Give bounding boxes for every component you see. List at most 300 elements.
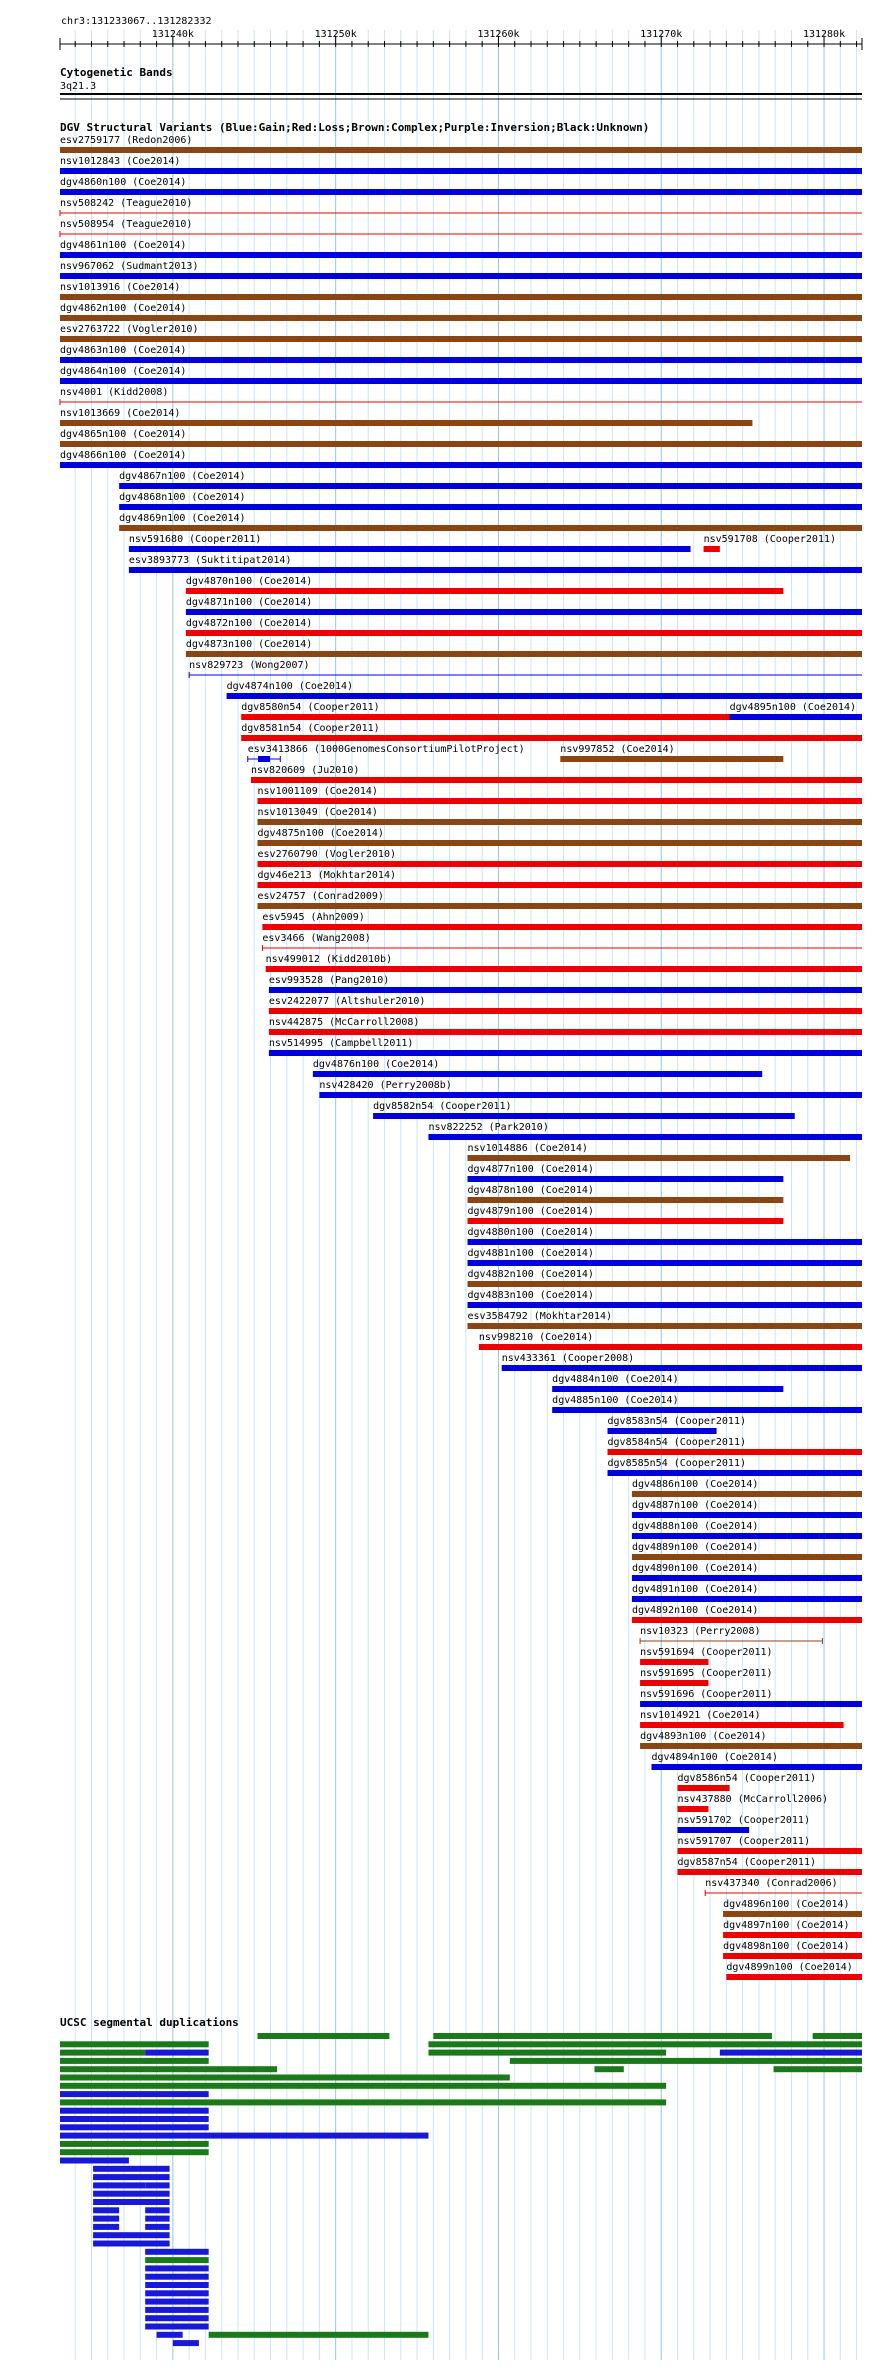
dgv-feature[interactable] xyxy=(60,261,862,279)
dgv-feature[interactable] xyxy=(705,1878,862,1896)
dgv-feature-label: dgv8587n54 (Cooper2011) xyxy=(677,1857,817,1868)
dgv-feature[interactable] xyxy=(726,1962,862,1980)
dgv-feature[interactable] xyxy=(60,177,862,195)
dgv-feature-bar xyxy=(186,609,862,615)
dgv-feature-label: nsv4001 (Kidd2008) xyxy=(60,387,169,398)
dgv-feature-label: nsv499012 (Kidd2010b) xyxy=(265,954,393,965)
dgv-feature-label: nsv1013916 (Coe2014) xyxy=(60,282,181,293)
segdup-feature[interactable] xyxy=(93,2216,119,2222)
dgv-feature[interactable] xyxy=(560,744,783,762)
dgv-feature[interactable] xyxy=(119,513,862,531)
dgv-feature[interactable] xyxy=(632,1563,862,1581)
segdup-feature[interactable] xyxy=(60,2066,277,2072)
segdup-feature[interactable] xyxy=(93,2241,170,2247)
dgv-feature-bar xyxy=(678,1869,862,1875)
segdup-feature[interactable] xyxy=(428,2050,666,2056)
dgv-feature[interactable] xyxy=(632,1542,862,1560)
dgv-feature-bar xyxy=(269,1029,862,1035)
ruler-tick-label: 131270k xyxy=(640,29,683,40)
segdup-feature[interactable] xyxy=(145,2290,208,2296)
dgv-feature-label: dgv4866n100 (Coe2014) xyxy=(60,450,187,461)
dgv-feature-bar xyxy=(468,1260,862,1266)
dgv-feature[interactable] xyxy=(468,1227,862,1245)
ruler xyxy=(60,16,862,50)
dgv-feature-label: dgv4881n100 (Coe2014) xyxy=(467,1248,594,1259)
segdup-feature[interactable] xyxy=(813,2033,862,2039)
dgv-feature[interactable] xyxy=(269,1038,862,1056)
dgv-feature-bar xyxy=(60,378,862,384)
dgv-feature[interactable] xyxy=(632,1605,862,1623)
dgv-feature-label: dgv4883n100 (Coe2014) xyxy=(467,1290,594,1301)
dgv-feature[interactable] xyxy=(186,639,862,657)
dgv-feature[interactable] xyxy=(640,1689,862,1707)
dgv-feature-bar xyxy=(651,1764,862,1770)
segdup-feature[interactable] xyxy=(720,2050,862,2056)
dgv-feature[interactable] xyxy=(640,1626,822,1644)
dgv-track-title: DGV Structural Variants (Blue:Gain;Red:Loss;Brown:Complex;Purple:Inversion;Black:Unknown) xyxy=(60,121,650,134)
dgv-feature-bar xyxy=(632,1554,862,1560)
dgv-feature-bar xyxy=(313,1071,762,1077)
segdup-feature[interactable] xyxy=(145,2274,208,2280)
segdup-feature[interactable] xyxy=(60,2149,209,2155)
dgv-feature[interactable] xyxy=(678,1773,816,1791)
dgv-feature[interactable] xyxy=(640,1647,772,1665)
dgv-feature-bar xyxy=(678,1827,750,1833)
dgv-feature-label: dgv46e213 (Mokhtar2014) xyxy=(257,870,397,881)
dgv-feature[interactable] xyxy=(262,933,862,951)
dgv-feature-label: dgv4882n100 (Coe2014) xyxy=(467,1269,594,1280)
dgv-feature[interactable] xyxy=(552,1395,862,1413)
dgv-feature-bar xyxy=(678,1785,730,1791)
dgv-feature-label: esv993528 (Pang2010) xyxy=(268,975,390,986)
dgv-feature[interactable] xyxy=(468,1164,784,1182)
dgv-feature-bar xyxy=(723,1953,862,1959)
dgv-feature[interactable] xyxy=(129,555,862,573)
dgv-feature-bar xyxy=(468,1197,784,1203)
dgv-feature-bar xyxy=(468,1155,851,1161)
dgv-feature-label: nsv591708 (Cooper2011) xyxy=(703,534,837,545)
dgv-feature[interactable] xyxy=(251,765,862,783)
dgv-feature-bar xyxy=(186,588,783,594)
segdup-feature[interactable] xyxy=(433,2033,772,2039)
segdup-feature[interactable] xyxy=(594,2066,623,2072)
dgv-feature-label: dgv4898n100 (Coe2014) xyxy=(723,1941,850,1952)
dgv-feature-bar xyxy=(266,966,862,972)
dgv-feature[interactable] xyxy=(468,1206,784,1224)
dgv-feature-label: dgv4861n100 (Coe2014) xyxy=(60,240,187,251)
dgv-feature-label: dgv4869n100 (Coe2014) xyxy=(119,513,246,524)
dgv-feature-label: dgv4860n100 (Coe2014) xyxy=(60,177,187,188)
dgv-feature-label: nsv997852 (Coe2014) xyxy=(560,744,675,755)
dgv-feature[interactable] xyxy=(723,1941,862,1959)
segdup-feature[interactable] xyxy=(510,2058,862,2064)
dgv-feature-label: nsv1013049 (Coe2014) xyxy=(257,807,378,818)
dgv-feature-label: dgv4884n100 (Coe2014) xyxy=(552,1374,679,1385)
dgv-feature-bar xyxy=(60,420,752,426)
segdup-feature[interactable] xyxy=(145,2307,208,2313)
dgv-feature-bar xyxy=(258,756,270,762)
dgv-feature-label: dgv8582n54 (Cooper2011) xyxy=(373,1101,512,1112)
dgv-feature-label: dgv4873n100 (Coe2014) xyxy=(185,639,313,650)
segdup-feature[interactable] xyxy=(145,2315,208,2321)
dgv-feature-label: dgv4862n100 (Coe2014) xyxy=(60,303,187,314)
cytoband-track xyxy=(60,66,862,99)
dgv-feature[interactable] xyxy=(60,387,862,405)
dgv-feature[interactable] xyxy=(241,723,862,741)
dgv-feature-bar xyxy=(704,546,720,552)
segdup-feature[interactable] xyxy=(60,2041,209,2047)
cytoband-title: Cytogenetic Bands xyxy=(60,66,173,79)
dgv-feature-label: nsv508242 (Teague2010) xyxy=(60,198,193,209)
dgv-feature[interactable] xyxy=(248,744,525,762)
dgv-feature[interactable] xyxy=(640,1710,843,1728)
dgv-feature-label: dgv4899n100 (Coe2014) xyxy=(726,1962,853,1973)
segdup-feature[interactable] xyxy=(93,2166,170,2172)
dgv-feature[interactable] xyxy=(632,1479,862,1497)
dgv-feature-bar xyxy=(552,1407,862,1413)
dgv-feature[interactable] xyxy=(60,345,862,363)
ruler-tick-label: 131260k xyxy=(477,29,520,40)
dgv-feature[interactable] xyxy=(608,1416,746,1434)
dgv-feature-bar xyxy=(258,840,862,846)
dgv-feature[interactable] xyxy=(119,492,862,510)
dgv-feature[interactable] xyxy=(60,366,862,384)
dgv-feature-bar xyxy=(632,1617,862,1623)
dgv-feature-bar xyxy=(608,1428,717,1434)
segdup-feature[interactable] xyxy=(173,2340,199,2346)
dgv-feature[interactable] xyxy=(269,1017,862,1035)
dgv-feature[interactable] xyxy=(60,240,862,258)
dgv-feature-bar xyxy=(60,168,862,174)
dgv-feature-label: nsv591702 (Cooper2011) xyxy=(677,1815,810,1826)
dgv-feature[interactable] xyxy=(227,681,862,699)
dgv-feature-label: nsv437880 (McCarroll2006) xyxy=(677,1794,829,1805)
dgv-feature[interactable] xyxy=(60,324,862,342)
segdup-feature[interactable] xyxy=(93,2199,170,2205)
dgv-feature-bar xyxy=(632,1512,862,1518)
dgv-feature[interactable] xyxy=(60,303,862,321)
dgv-feature-label: nsv10323 (Perry2008) xyxy=(640,1626,761,1637)
dgv-feature-label: nsv1014921 (Coe2014) xyxy=(640,1710,761,1721)
dgv-feature[interactable] xyxy=(60,198,862,216)
dgv-feature[interactable] xyxy=(632,1584,862,1602)
segdup-feature[interactable] xyxy=(145,2182,169,2188)
segdup-feature[interactable] xyxy=(258,2033,390,2039)
dgv-feature[interactable] xyxy=(632,1500,862,1518)
segdup-feature[interactable] xyxy=(93,2232,170,2238)
dgv-feature-label: dgv4886n100 (Coe2014) xyxy=(631,1479,759,1490)
dgv-feature-bar xyxy=(723,1932,862,1938)
dgv-feature-bar xyxy=(632,1533,862,1539)
dgv-feature-label: dgv8580n54 (Cooper2011) xyxy=(241,702,380,713)
segdup-feature[interactable] xyxy=(60,2075,510,2081)
dgv-feature[interactable] xyxy=(723,1899,862,1917)
dgv-feature[interactable] xyxy=(678,1857,862,1875)
segdup-feature[interactable] xyxy=(209,2332,429,2338)
dgv-feature-bar xyxy=(552,1386,783,1392)
dgv-feature-bar xyxy=(640,1743,862,1749)
dgv-feature-bar xyxy=(227,693,862,699)
dgv-feature-bar xyxy=(269,1050,862,1056)
dgv-feature-label: dgv4872n100 (Coe2014) xyxy=(185,618,313,629)
dgv-feature-label: dgv4878n100 (Coe2014) xyxy=(467,1185,594,1196)
dgv-feature-label: nsv514995 (Campbell2011) xyxy=(268,1038,414,1049)
dgv-feature-bar xyxy=(479,1344,862,1350)
dgv-feature-label: dgv4863n100 (Coe2014) xyxy=(60,345,187,356)
dgv-feature-bar xyxy=(258,861,862,867)
dgv-feature-bar xyxy=(258,903,862,909)
location-label: chr3:131233067..131282332 xyxy=(61,16,212,27)
dgv-feature[interactable] xyxy=(60,156,862,174)
dgv-feature[interactable] xyxy=(258,870,862,888)
dgv-feature[interactable] xyxy=(468,1185,784,1203)
dgv-feature-bar xyxy=(186,651,862,657)
dgv-feature[interactable] xyxy=(313,1059,762,1077)
dgv-feature-label: dgv4894n100 (Coe2014) xyxy=(651,1752,778,1763)
dgv-feature-label: nsv591694 (Cooper2011) xyxy=(640,1647,773,1658)
dgv-feature-bar xyxy=(186,630,862,636)
dgv-feature-label: dgv4870n100 (Coe2014) xyxy=(185,576,313,587)
dgv-feature-label: esv3413866 (1000GenomesConsortiumPilotProject) xyxy=(247,744,525,755)
dgv-feature[interactable] xyxy=(730,702,862,720)
dgv-feature-bar xyxy=(632,1575,862,1581)
segdup-track xyxy=(60,2016,862,2346)
ruler-tick-label: 131280k xyxy=(802,29,846,40)
dgv-feature-label: dgv4876n100 (Coe2014) xyxy=(312,1059,440,1070)
dgv-feature-bar xyxy=(60,273,862,279)
dgv-feature-bar xyxy=(726,1974,862,1980)
dgv-feature-label: esv2759177 (Redon2006) xyxy=(60,135,193,146)
dgv-feature[interactable] xyxy=(269,975,862,993)
dgv-feature[interactable] xyxy=(269,996,862,1014)
dgv-feature-label: nsv437340 (Conrad2006) xyxy=(705,1878,838,1889)
dgv-feature-label: nsv822252 (Park2010) xyxy=(428,1122,549,1133)
dgv-feature-bar xyxy=(640,1659,708,1665)
dgv-feature-label: nsv591707 (Cooper2011) xyxy=(677,1836,810,1847)
dgv-feature[interactable] xyxy=(60,219,862,237)
dgv-feature-label: dgv4877n100 (Coe2014) xyxy=(467,1164,594,1175)
dgv-feature[interactable] xyxy=(258,786,862,804)
dgv-feature[interactable] xyxy=(468,1269,862,1287)
dgv-feature-label: esv2760790 (Vogler2010) xyxy=(257,849,397,860)
dgv-feature-bar xyxy=(258,882,862,888)
dgv-feature-bar xyxy=(129,567,862,573)
segdup-feature[interactable] xyxy=(145,2299,208,2305)
dgv-feature-bar xyxy=(258,819,862,825)
dgv-feature-bar xyxy=(373,1113,795,1119)
dgv-feature-bar xyxy=(560,756,783,762)
dgv-feature[interactable] xyxy=(258,807,862,825)
dgv-feature-bar xyxy=(258,798,862,804)
dgv-feature-bar xyxy=(608,1470,862,1476)
dgv-feature[interactable] xyxy=(186,597,862,615)
dgv-feature-bar xyxy=(60,315,862,321)
dgv-feature[interactable] xyxy=(468,1290,862,1308)
ruler-tick-label: 131240k xyxy=(151,29,194,40)
dgv-feature-bar xyxy=(468,1218,784,1224)
dgv-feature-label: dgv4880n100 (Coe2014) xyxy=(467,1227,594,1238)
dgv-feature[interactable] xyxy=(60,282,862,300)
dgv-feature-label: nsv1001109 (Coe2014) xyxy=(257,786,378,797)
dgv-feature[interactable] xyxy=(651,1752,862,1770)
dgv-feature[interactable] xyxy=(258,849,862,867)
dgv-feature[interactable] xyxy=(704,534,836,552)
segdup-feature[interactable] xyxy=(60,2083,666,2089)
dgv-feature-label: nsv998210 (Coe2014) xyxy=(478,1332,594,1343)
segdup-feature[interactable] xyxy=(60,2108,209,2114)
dgv-feature[interactable] xyxy=(60,429,862,447)
dgv-feature[interactable] xyxy=(479,1332,862,1350)
segdup-feature[interactable] xyxy=(157,2332,183,2338)
dgv-feature-label: esv3893773 (Suktitipat2014) xyxy=(128,555,292,566)
dgv-feature[interactable] xyxy=(468,1143,851,1161)
dgv-feature-bar xyxy=(632,1596,862,1602)
dgv-feature-bar xyxy=(502,1365,862,1371)
segdup-feature[interactable] xyxy=(145,2257,208,2263)
segdup-feature[interactable] xyxy=(60,2091,209,2097)
dgv-feature-label: esv5945 (Ahn2009) xyxy=(262,912,365,923)
dgv-feature-label: dgv8581n54 (Cooper2011) xyxy=(241,723,380,734)
dgv-feature-bar xyxy=(640,1722,843,1728)
dgv-feature[interactable] xyxy=(119,471,862,489)
segdup-feature[interactable] xyxy=(60,2116,209,2122)
dgv-feature-bar xyxy=(269,987,862,993)
dgv-feature[interactable] xyxy=(678,1815,810,1833)
segdup-feature[interactable] xyxy=(60,2124,209,2130)
dgv-feature-label: esv3466 (Wang2008) xyxy=(262,933,371,944)
dgv-feature-bar xyxy=(678,1806,709,1812)
dgv-feature-label: nsv820609 (Ju2010) xyxy=(251,765,360,776)
segdup-feature[interactable] xyxy=(145,2249,208,2255)
dgv-feature-bar xyxy=(60,189,862,195)
dgv-feature[interactable] xyxy=(258,891,862,909)
segdup-feature[interactable] xyxy=(60,2050,145,2056)
segdup-feature[interactable] xyxy=(93,2174,170,2180)
segdup-feature[interactable] xyxy=(145,2216,169,2222)
dgv-feature-bar xyxy=(468,1239,862,1245)
segdup-feature[interactable] xyxy=(145,2050,208,2056)
dgv-feature-label: nsv1014886 (Coe2014) xyxy=(467,1143,588,1154)
dgv-feature-label: dgv4865n100 (Coe2014) xyxy=(60,429,187,440)
dgv-feature-label: dgv4864n100 (Coe2014) xyxy=(60,366,187,377)
segdup-feature[interactable] xyxy=(145,2207,169,2213)
segdup-feature[interactable] xyxy=(145,2282,208,2288)
segdup-feature[interactable] xyxy=(60,2058,209,2064)
dgv-feature-label: nsv591696 (Cooper2011) xyxy=(640,1689,773,1700)
dgv-feature-label: nsv1012843 (Coe2014) xyxy=(60,156,181,167)
segdup-feature[interactable] xyxy=(60,2141,209,2147)
cytoband-label: 3q21.3 xyxy=(60,81,97,92)
dgv-feature[interactable] xyxy=(640,1668,772,1686)
dgv-feature-bar xyxy=(468,1281,862,1287)
dgv-feature-label: dgv4891n100 (Coe2014) xyxy=(631,1584,759,1595)
dgv-feature[interactable] xyxy=(468,1248,862,1266)
dgv-feature-label: dgv4868n100 (Coe2014) xyxy=(119,492,246,503)
dgv-feature[interactable] xyxy=(373,1101,795,1119)
dgv-feature-bar xyxy=(319,1092,862,1098)
dgv-feature-label: dgv4892n100 (Coe2014) xyxy=(631,1605,759,1616)
dgv-feature[interactable] xyxy=(129,534,691,552)
dgv-feature-label: dgv4895n100 (Coe2014) xyxy=(729,702,857,713)
dgv-feature-bar xyxy=(640,1701,862,1707)
dgv-feature[interactable] xyxy=(186,618,862,636)
dgv-feature-label: dgv4897n100 (Coe2014) xyxy=(723,1920,850,1931)
dgv-feature-bar xyxy=(723,1911,862,1917)
dgv-feature[interactable] xyxy=(640,1731,862,1749)
segdup-feature[interactable] xyxy=(774,2066,862,2072)
dgv-feature-bar xyxy=(640,1680,708,1686)
dgv-feature-label: dgv4879n100 (Coe2014) xyxy=(467,1206,594,1217)
dgv-feature-bar xyxy=(119,504,862,510)
dgv-feature-label: nsv1013669 (Coe2014) xyxy=(60,408,181,419)
segdup-feature[interactable] xyxy=(145,2324,208,2330)
dgv-feature-bar xyxy=(60,294,862,300)
dgv-feature-label: dgv8584n54 (Cooper2011) xyxy=(607,1437,747,1448)
dgv-feature[interactable] xyxy=(723,1920,862,1938)
dgv-feature-label: dgv4887n100 (Coe2014) xyxy=(631,1500,759,1511)
dgv-feature-bar xyxy=(60,147,862,153)
segdup-feature[interactable] xyxy=(60,2158,129,2164)
dgv-feature-bar xyxy=(608,1449,862,1455)
dgv-feature-label: nsv591695 (Cooper2011) xyxy=(640,1668,773,1679)
segdup-feature[interactable] xyxy=(428,2041,862,2047)
ruler-tick-label: 131250k xyxy=(314,29,357,40)
dgv-feature-label: dgv4874n100 (Coe2014) xyxy=(226,681,354,692)
dgv-feature[interactable] xyxy=(632,1521,862,1539)
dgv-feature[interactable] xyxy=(60,135,862,153)
dgv-feature-label: dgv4885n100 (Coe2014) xyxy=(552,1395,679,1406)
dgv-feature[interactable] xyxy=(60,450,862,468)
dgv-feature-label: dgv8585n54 (Cooper2011) xyxy=(607,1458,747,1469)
dgv-feature-bar xyxy=(730,714,862,720)
dgv-feature-bar xyxy=(269,1008,862,1014)
segdup-feature[interactable] xyxy=(93,2182,145,2188)
dgv-feature-label: nsv967062 (Sudmant2013) xyxy=(60,261,199,272)
dgv-feature-label: dgv4893n100 (Coe2014) xyxy=(640,1731,767,1742)
dgv-feature-label: esv2763722 (Vogler2010) xyxy=(60,324,199,335)
segdup-feature[interactable] xyxy=(145,2265,208,2271)
segdup-feature[interactable] xyxy=(93,2224,119,2230)
segdup-feature[interactable] xyxy=(93,2207,119,2213)
dgv-feature[interactable] xyxy=(262,912,862,930)
dgv-feature[interactable] xyxy=(258,828,862,846)
dgv-feature-bar xyxy=(60,462,862,468)
segdup-feature[interactable] xyxy=(145,2224,169,2230)
dgv-feature[interactable] xyxy=(189,660,862,678)
segdup-track-title: UCSC segmental duplications xyxy=(60,2016,239,2029)
dgv-feature[interactable] xyxy=(468,1311,862,1329)
dgv-feature[interactable] xyxy=(319,1080,862,1098)
dgv-feature-bar xyxy=(262,924,862,930)
dgv-feature-label: nsv442875 (McCarroll2008) xyxy=(268,1017,420,1028)
dgv-feature-label: nsv591680 (Cooper2011) xyxy=(128,534,262,545)
dgv-feature[interactable] xyxy=(552,1374,783,1392)
dgv-feature[interactable] xyxy=(678,1836,862,1854)
segdup-feature[interactable] xyxy=(60,2099,666,2105)
dgv-track xyxy=(60,121,862,1980)
dgv-feature-bar xyxy=(119,525,862,531)
dgv-feature[interactable] xyxy=(678,1794,829,1812)
dgv-feature-bar xyxy=(468,1323,862,1329)
cytoband-bar xyxy=(60,93,862,95)
segdup-feature[interactable] xyxy=(93,2191,170,2197)
dgv-feature-bar xyxy=(119,483,862,489)
dgv-feature-label: nsv433361 (Cooper2008) xyxy=(501,1353,635,1364)
dgv-feature-label: nsv508954 (Teague2010) xyxy=(60,219,193,230)
dgv-feature[interactable] xyxy=(60,408,752,426)
dgv-feature-bar xyxy=(632,1491,862,1497)
segdup-feature[interactable] xyxy=(60,2133,428,2139)
